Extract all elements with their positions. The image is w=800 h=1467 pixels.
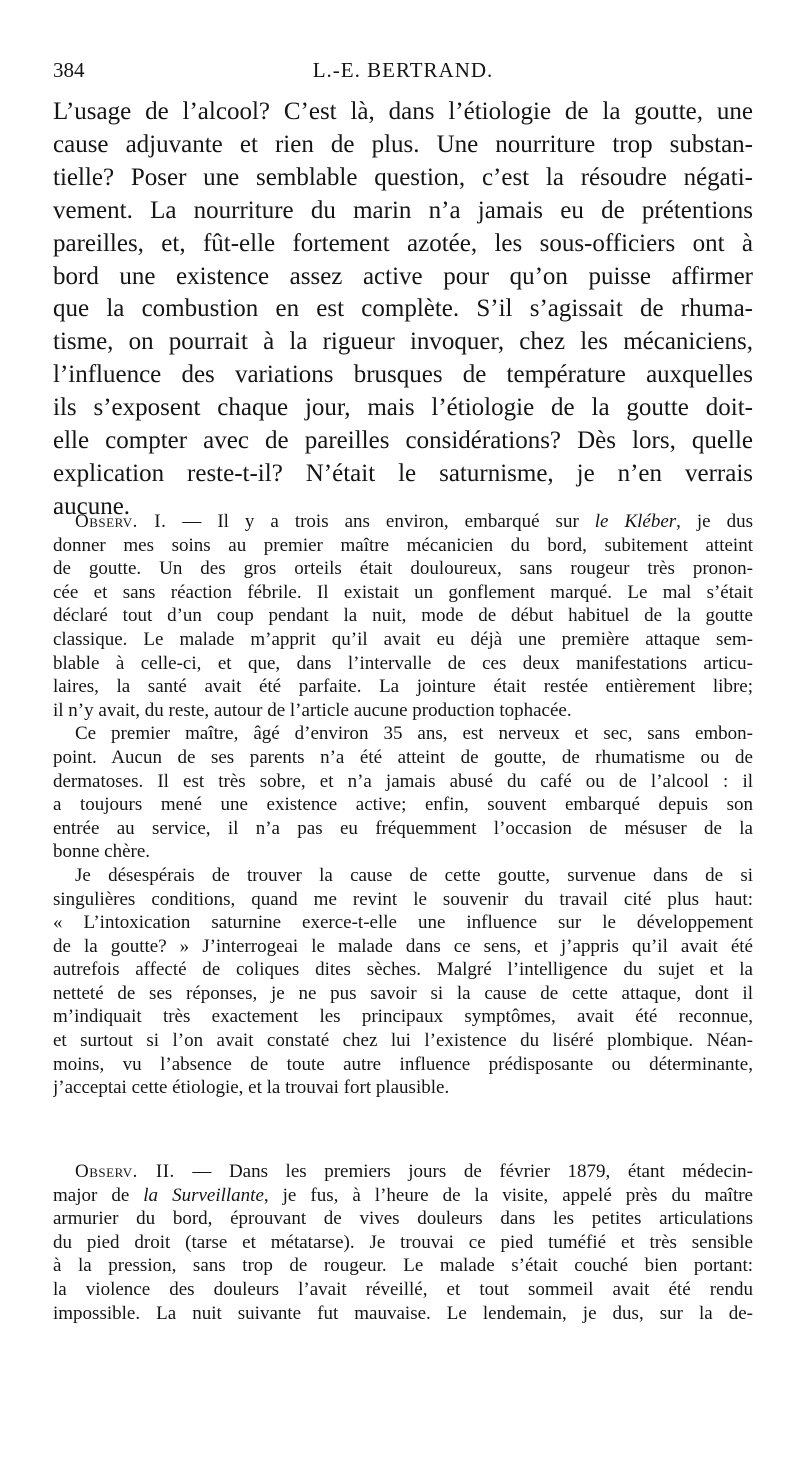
text-line: à la pression, sans trop de rougeur. Le malade s’était couché bien portant:	[53, 1255, 753, 1277]
text-line: du pied droit (tarse et métatarse). Je trouvai ce pied tuméfié et très sensible	[53, 1231, 753, 1253]
text-line: Ce premier maître, âgé d’environ 35 ans, est nerveux et sec, sans embon-	[75, 723, 753, 745]
text-line: armurier du bord, éprouvant de vives douleurs dans les petites articulations	[53, 1208, 753, 1230]
text-line: déclaré tout d’un coup pendant la nuit, mode de début habituel de la goutte	[53, 605, 753, 627]
text-fragment: , je fus, à l’heure de la visite, appelé près du maître	[263, 1184, 753, 1206]
page-header	[53, 58, 753, 88]
text-fragment: major de	[53, 1184, 144, 1206]
page-number: 384	[53, 58, 85, 82]
text-fragment: , je dus	[676, 511, 753, 532]
text-line: laires, la santé avait été parfaite. La jointure était restée entièrement libre;	[53, 676, 753, 698]
text-line: que la combustion en est complète. S’il s’agissait de rhuma-	[53, 295, 753, 323]
text-line: classique. Le malade m’apprit qu’il avait eu déjà une première attaque sem-	[53, 628, 753, 650]
ship-name: la Surveillante	[143, 1184, 264, 1206]
text-line: impossible. La nuit suivante fut mauvaise. Le lendemain, je dus, sur la de-	[53, 1302, 753, 1324]
text-line: l’influence des variations brusques de température auxquelles	[53, 361, 753, 389]
text-line: la violence des douleurs l’avait réveillé, et tout sommeil avait été rendu	[53, 1278, 753, 1300]
text-line: de goutte. Un des gros orteils était douloureux, sans rougeur très pronon-	[53, 558, 753, 580]
text-line: L’usage de l’alcool? C’est là, dans l’étiologie de la goutte, une	[53, 98, 753, 125]
text-line: de la goutte? » J’interrogeai le malade dans ce sens, et j’appris qu’il avait été	[53, 935, 753, 957]
text-line: vement. La nourriture du marin n’a jamais eu de prétentions	[53, 196, 753, 224]
text-line: Je désespérais de trouver la cause de cette goutte, survenue dans de si	[75, 864, 753, 886]
text-line: tisme, on pourrait à la rigueur invoquer, chez les mécaniciens,	[53, 328, 753, 356]
text-line: donner mes soins au premier maître mécanicien du bord, subitement atteint	[53, 534, 753, 556]
text-line: m’indiquait très exactement les principaux symptômes, avait été reconnue,	[53, 1006, 753, 1028]
text-line: autrefois affecté de coliques dites sèches. Malgré l’intelligence du sujet et la	[53, 959, 753, 981]
observation-1-label: Observ. I.	[75, 511, 167, 532]
text-line: elle compter avec de pareilles considérations? Dès lors, quelle	[53, 427, 753, 455]
text-line: singulières conditions, quand me revint le souvenir du travail cité plus haut:	[53, 888, 753, 910]
text-line: a toujours mené une existence active; enfin, souvent embarqué depuis son	[53, 794, 753, 816]
observation-2-first-line	[53, 1160, 753, 1184]
observation-2	[53, 1160, 753, 1325]
text-line: moins, vu l’absence de toute autre influence prédisposante ou déterminante,	[53, 1053, 753, 1075]
text-line: dermatoses. Il est très sobre, et n’a jamais abusé du café ou de l’alcool : il	[53, 770, 753, 792]
text-line: netteté de ses réponses, je ne pus savoir si la cause de cette attaque, dont il	[53, 982, 753, 1004]
text-fragment: — Dans les premiers jours de février 1879, étant médecin-	[174, 1161, 753, 1182]
observation-2-second-line	[53, 1184, 753, 1208]
text-line: j’acceptai cette étiologie, et la trouvai fort plausible.	[53, 1077, 450, 1099]
text-line: il n’y avait, du reste, autour de l’article aucune production tophacée.	[53, 699, 572, 721]
main-paragraph	[53, 96, 753, 524]
observation-1	[53, 510, 753, 1100]
text-line: bonne chère.	[53, 841, 151, 863]
text-line: explication reste-t-il? N’était le saturnisme, je n’en verrais	[53, 459, 753, 487]
text-line: bord une existence assez active pour qu’on puisse affirmer	[53, 262, 753, 290]
text-line: et surtout si l’on avait constaté chez lui l’existence du liséré plombique. Néan-	[53, 1030, 753, 1052]
text-line: aucune.	[53, 492, 131, 520]
text-line: entrée au service, il n’a pas eu fréquemment l’occasion de mésuser de la	[53, 817, 753, 839]
text-line: point. Aucun de ses parents n’a été atteint de goutte, de rhumatisme ou de	[53, 746, 753, 768]
observation-1-first-line	[53, 510, 753, 534]
running-head: L.-E. BERTRAND.	[312, 58, 494, 82]
ship-name: le Kléber	[594, 511, 677, 532]
text-line: « L’intoxication saturnine exerce-t-elle une influence sur le développement	[53, 912, 753, 934]
text-line: ils s’exposent chaque jour, mais l’étiologie de la goutte doit-	[53, 394, 753, 422]
text-line: cause adjuvante et rien de plus. Une nourriture trop substan-	[53, 130, 753, 158]
text-line: cée et sans réaction fébrile. Il existait un gonflement marqué. Le mal s’était	[53, 581, 753, 603]
observation-2-label: Observ. II.	[75, 1161, 175, 1182]
text-fragment: — Il y a trois ans environ, embarqué sur	[166, 511, 595, 532]
text-line: pareilles, et, fût-elle fortement azotée, les sous-officiers ont à	[53, 229, 753, 257]
text-line: blable à celle-ci, et que, dans l’intervalle de ces deux manifestations articu-	[53, 652, 753, 674]
text-line: tielle? Poser une semblable question, c’est la résoudre négati-	[53, 163, 753, 191]
